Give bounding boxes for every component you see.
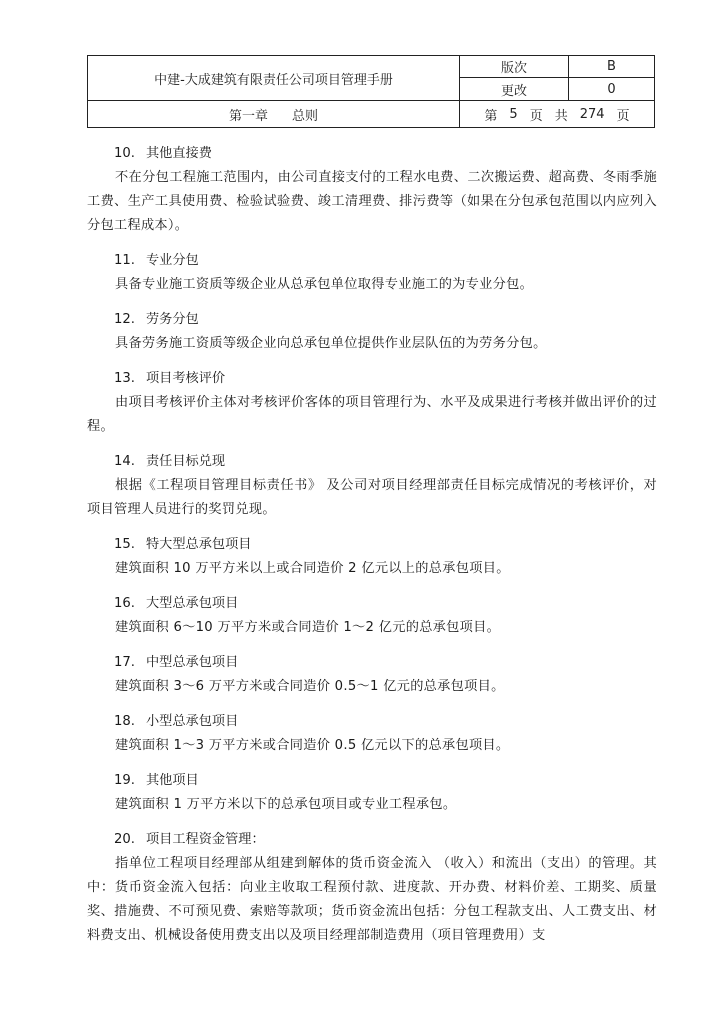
chapter-name: 总则 (292, 108, 319, 124)
section-heading (87, 651, 657, 675)
section-number: 19. (114, 773, 135, 788)
section-heading (87, 710, 657, 734)
total-pages: 274 (579, 106, 605, 122)
section-text: 建筑面积 10 万平方米以上或合同造价 2 亿元以上的总承包项目。 (115, 561, 510, 576)
version-value: B (569, 56, 654, 78)
header-table (87, 55, 655, 128)
page-unit: 页 (529, 108, 543, 124)
section-number: 14. (114, 454, 135, 469)
section-title: 专业分包 (146, 253, 199, 268)
section-20 (87, 828, 657, 948)
change-value: 0 (569, 78, 654, 101)
section-heading (87, 592, 657, 616)
section-text: 指单位工程项目经理部从组建到解体的货币资金流入 （收入）和流出（支出）的管理。其中：货币资金流入包括：向业主收取工程预付款、进度款、开办费、材料价差、工期奖、质量奖、措施费、不可预见费、索赔等款项；货币资金流出包括：分包工程款支出、人工费支出、材料费支出、机械设备使用费支出以及项目经理部制造费用（项目管理费用）支 (87, 856, 657, 943)
section-number: 20. (114, 832, 135, 847)
section-text: 建筑面积 6～10 万平方米或合同造价 1～2 亿元的总承包项目。 (115, 620, 501, 635)
section-heading (87, 828, 657, 852)
section-text: 根据《工程项目管理目标责任书》 及公司对项目经理部责任目标完成情况的考核评价，对项目管理人员进行的奖罚兑现。 (87, 478, 657, 517)
section-number: 16. (114, 596, 135, 611)
section-19 (87, 769, 657, 817)
section-text: 建筑面积 3～6 万平方米或合同造价 0.5～1 亿元的总承包项目。 (115, 679, 505, 694)
chapter-heading (88, 101, 460, 127)
section-heading (87, 769, 657, 793)
total-prefix: 共 (554, 108, 568, 124)
section-number: 10. (114, 146, 135, 161)
page-number: 5 (509, 106, 518, 122)
section-title: 项目工程资金管理： (146, 832, 265, 847)
section-number: 17. (114, 655, 135, 670)
document-body (87, 142, 657, 959)
section-title: 项目考核评价 (146, 371, 226, 386)
section-number: 11. (114, 253, 135, 268)
page-indicator (460, 101, 654, 127)
section-heading (87, 367, 657, 391)
section-title: 大型总承包项目 (146, 596, 239, 611)
section-12 (87, 308, 657, 356)
section-18 (87, 710, 657, 758)
section-15 (87, 533, 657, 581)
section-heading (87, 308, 657, 332)
section-text: 建筑面积 1 万平方米以下的总承包项目或专业工程承包。 (115, 797, 457, 812)
section-number: 13. (114, 371, 135, 386)
section-text: 不在分包工程施工范围内，由公司直接支付的工程水电费、二次搬运费、超高费、冬雨季施工费、生产工具使用费、检验试验费、竣工清理费、排污费等（如果在分包承包范围以内应列入分包工程成本）。 (87, 170, 657, 233)
section-title: 小型总承包项目 (146, 714, 239, 729)
page-prefix: 第 (484, 108, 498, 124)
section-14 (87, 450, 657, 522)
section-text: 建筑面积 1～3 万平方米或合同造价 0.5 亿元以下的总承包项目。 (115, 738, 510, 753)
section-title: 劳务分包 (146, 312, 199, 327)
manual-title: 中建-大成建筑有限责任公司项目管理手册 (88, 56, 460, 101)
chapter-number: 第一章 (228, 108, 268, 124)
section-13 (87, 367, 657, 439)
section-title: 其他直接费 (146, 146, 212, 161)
section-number: 18. (114, 714, 135, 729)
section-number: 15. (114, 537, 135, 552)
section-heading (87, 450, 657, 474)
section-11 (87, 249, 657, 297)
section-title: 特大型总承包项目 (146, 537, 252, 552)
section-title: 其他项目 (146, 773, 199, 788)
section-text: 由项目考核评价主体对考核评价客体的项目管理行为、水平及成果进行考核并做出评价的过程。 (87, 395, 657, 434)
section-16 (87, 592, 657, 640)
section-17 (87, 651, 657, 699)
section-number: 12. (114, 312, 135, 327)
section-10 (87, 142, 657, 238)
total-unit: 页 (616, 108, 630, 124)
section-title: 中型总承包项目 (146, 655, 239, 670)
section-heading (87, 142, 657, 166)
section-text: 具备专业施工资质等级企业从总承包单位取得专业施工的为专业分包。 (115, 277, 534, 292)
section-title: 责任目标兑现 (146, 454, 226, 469)
change-label: 更改 (460, 78, 569, 101)
section-heading (87, 533, 657, 557)
section-text: 具备劳务施工资质等级企业向总承包单位提供作业层队伍的为劳务分包。 (115, 336, 547, 351)
version-label: 版次 (460, 56, 569, 78)
section-heading (87, 249, 657, 273)
